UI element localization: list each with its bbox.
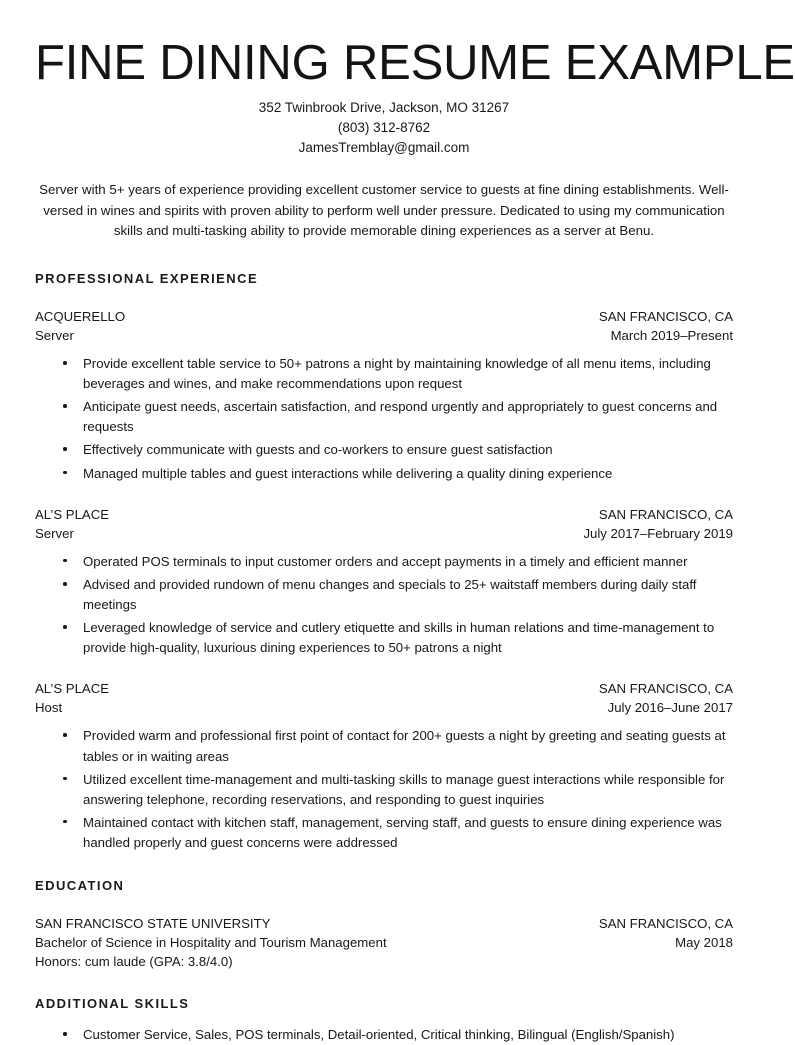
entry-subheader-row <box>35 524 733 543</box>
entry-dates: July 2017–February 2019 <box>583 525 733 541</box>
contact-phone: (803) 312-8762 <box>337 120 431 136</box>
education-location: SAN FRANCISCO, CA <box>598 915 733 931</box>
entry-location: SAN FRANCISCO, CA <box>598 308 733 324</box>
list-item: Provided warm and professional first point of contact for 200+ guests a night by greeting and seating guests at tables or in waiting areas <box>35 726 733 766</box>
entry-location: SAN FRANCISCO, CA <box>598 506 733 522</box>
skills-bullet-list <box>35 1025 733 1045</box>
list-item: Operated POS terminals to input customer orders and accept payments in a timely and efficient manner <box>35 552 733 572</box>
entry-role: Server <box>35 525 74 541</box>
section-professional-experience <box>35 271 733 853</box>
education-header-row <box>35 914 733 933</box>
entry-header-row <box>35 505 733 524</box>
entry-organization: AL’S PLACE <box>35 506 110 522</box>
entry-organization: AL’S PLACE <box>35 681 110 697</box>
list-item: Utilized excellent time-management and multi-tasking skills to manage guest interactions while responsible for answering telephone, recording reservations, and responding to guest inquiries <box>35 770 733 810</box>
contact-block <box>35 98 733 158</box>
entry-role: Host <box>35 700 63 716</box>
education-entry <box>35 914 733 971</box>
entry-organization: ACQUERELLO <box>35 308 126 324</box>
list-item: Anticipate guest needs, ascertain satisfaction, and respond urgently and appropriately to guest concerns and requests <box>35 397 733 437</box>
education-subheader-row <box>35 933 733 952</box>
experience-entry <box>35 307 733 484</box>
education-school: SAN FRANCISCO STATE UNIVERSITY <box>35 915 271 931</box>
entry-subheader-row <box>35 698 733 717</box>
entry-header-row <box>35 307 733 326</box>
education-degree: Bachelor of Science in Hospitality and Tourism Management <box>35 935 387 950</box>
education-honors: Honors: cum laude (GPA: 3.8/4.0) <box>35 954 233 970</box>
section-heading-education: EDUCATION <box>35 877 125 893</box>
list-item: Provide excellent table service to 50+ patrons a night by maintaining knowledge of all menu items, including beverages and wines, and make recommendations upon request <box>35 354 733 394</box>
professional-summary: Server with 5+ years of experience providing excellent customer service to guests at fine dining establishments. Well-versed in wines and spirits with proven ability to perform well under pressure. Dedicated to using my communication skills and multi-tasking ability to provide memorable dining experiences as a server at Benu. <box>39 182 729 238</box>
education-graduation-date: May 2018 <box>675 935 733 950</box>
section-heading-skills: ADDITIONAL SKILLS <box>35 996 190 1012</box>
list-item: Effectively communicate with guests and co-workers to ensure guest satisfaction <box>35 440 733 460</box>
entry-dates: March 2019–Present <box>610 328 733 344</box>
contact-address: 352 Twinbrook Drive, Jackson, MO 31267 <box>258 100 510 116</box>
list-item: Maintained contact with kitchen staff, management, serving staff, and guests to ensure dining experience was handled properly and guest concerns were addressed <box>35 813 733 853</box>
entry-dates: July 2016–June 2017 <box>607 700 733 716</box>
entry-location: SAN FRANCISCO, CA <box>598 681 733 697</box>
list-item: Managed multiple tables and guest interactions while delivering a quality dining experience <box>35 464 733 484</box>
entry-header-row <box>35 679 733 698</box>
list-item: Leveraged knowledge of service and cutlery etiquette and skills in human relations and time-management to provide high-quality, luxurious dining experiences to 50+ patrons a night <box>35 618 733 658</box>
page-title: FINE DINING RESUME EXAMPLE <box>35 36 795 90</box>
list-item: Customer Service, Sales, POS terminals, Detail-oriented, Critical thinking, Bilingual (English/Spanish) <box>35 1025 733 1045</box>
entry-bullet-list <box>35 726 733 852</box>
section-education <box>35 878 733 971</box>
entry-role: Server <box>35 328 74 344</box>
entry-subheader-row <box>35 326 733 345</box>
list-item: Advised and provided rundown of menu changes and specials to 25+ waitstaff members during daily staff meetings <box>35 575 733 615</box>
entry-bullet-list <box>35 354 733 483</box>
experience-entry <box>35 505 733 659</box>
experience-entry <box>35 679 733 853</box>
entry-bullet-list <box>35 552 733 658</box>
contact-email: JamesTremblay@gmail.com <box>298 140 470 156</box>
section-additional-skills <box>35 996 733 1045</box>
section-heading-experience: PROFESSIONAL EXPERIENCE <box>35 270 259 286</box>
